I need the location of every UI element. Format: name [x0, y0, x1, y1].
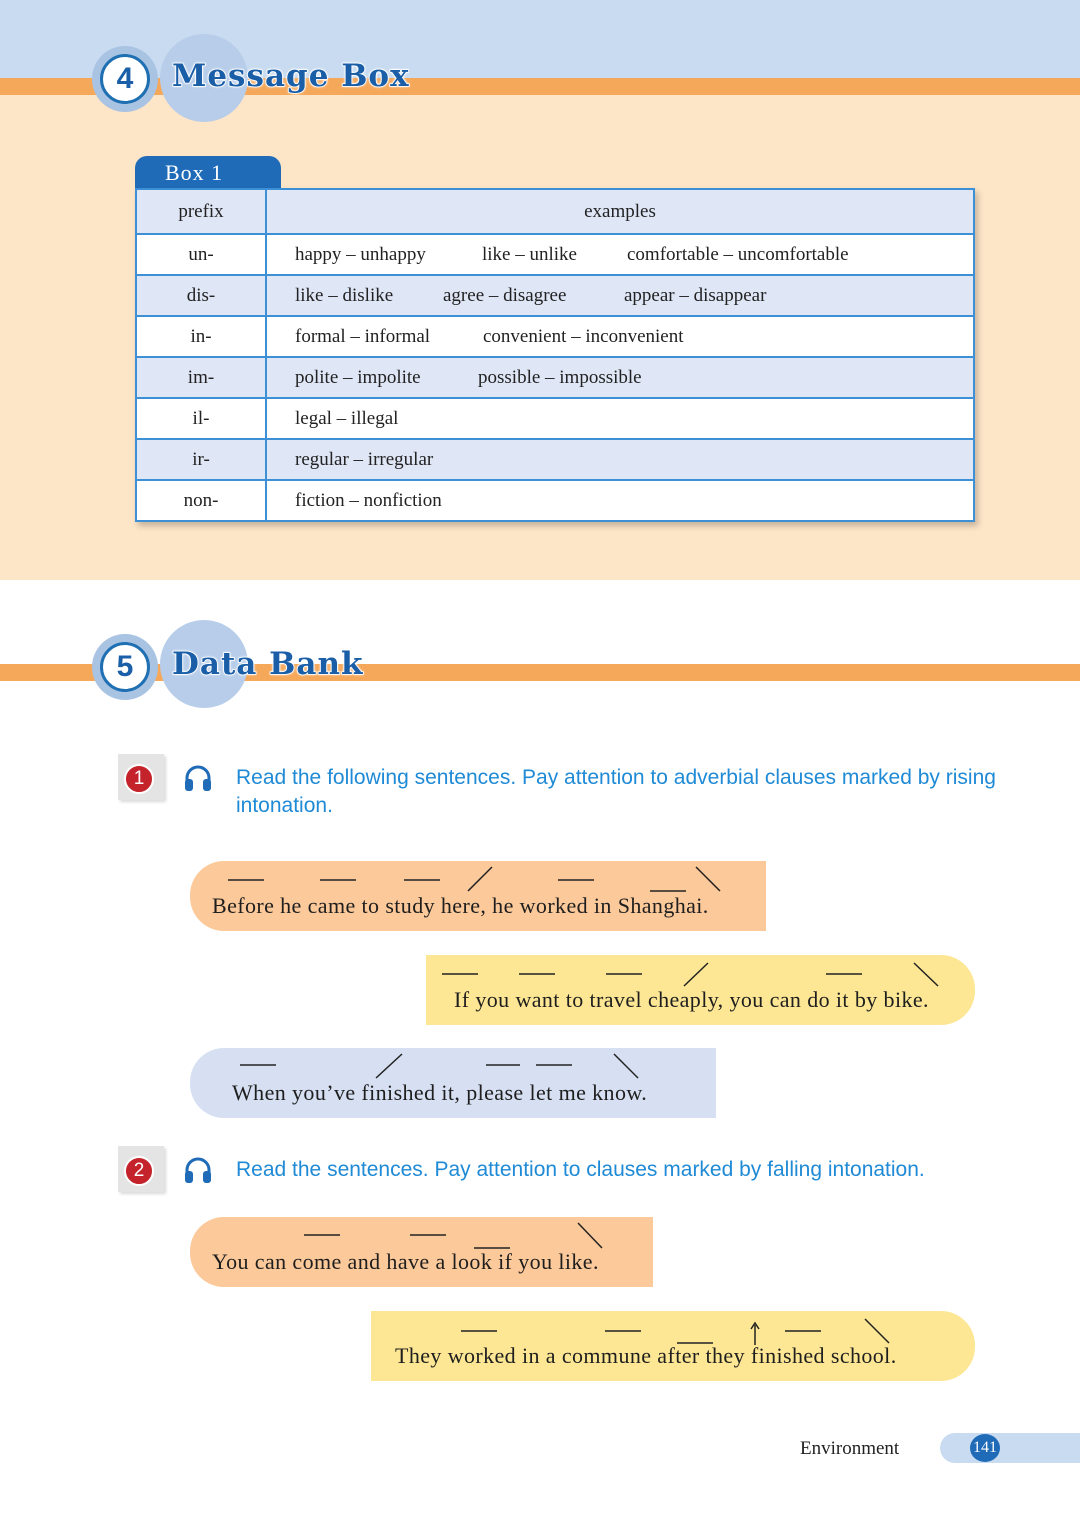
table-row [136, 398, 974, 439]
examples-cell [266, 480, 974, 521]
sentence-bubble-1 [190, 861, 766, 931]
unit-name: Environment [800, 1438, 900, 1459]
examples-cell [266, 275, 974, 316]
examples-cell [266, 357, 974, 398]
activity-1-number: 1 [124, 764, 154, 794]
example-pair: convenient – inconvenient [483, 325, 684, 347]
sentence-text: They worked in a commune after they finished school. [395, 1343, 897, 1368]
activity-2-number: 2 [124, 1156, 154, 1186]
table-row [136, 357, 974, 398]
section-4-number: 4 [100, 54, 150, 104]
example-pair: like – dislike [295, 284, 394, 306]
prefix-cell: in- [136, 316, 266, 357]
sentence-text: If you want to travel cheaply, you can do it by bike. [454, 987, 929, 1012]
example-pair: like – unlike [482, 243, 577, 265]
examples-header: examples [266, 189, 974, 234]
footer-band [940, 1433, 1080, 1463]
table-row [136, 480, 974, 521]
prefix-header: prefix [136, 189, 266, 234]
activity-1-badge [118, 754, 164, 800]
prefix-cell: ir- [136, 439, 266, 480]
examples-cell [266, 316, 974, 357]
section-4-number-badge [92, 46, 158, 112]
prefix-cell: non- [136, 480, 266, 521]
examples-cell [266, 439, 974, 480]
examples-cell [266, 398, 974, 439]
section-5-number-badge [92, 634, 158, 700]
example-pair: formal – informal [295, 325, 431, 347]
example-pair: appear – disappear [624, 284, 767, 306]
table-header-row [136, 189, 974, 234]
sentence-bubble-3 [190, 1048, 716, 1118]
page-number: 141 [970, 1434, 1000, 1462]
headphones-icon[interactable] [183, 1156, 213, 1186]
table-row [136, 316, 974, 357]
section-5-header [0, 620, 1080, 740]
section-5-title: Data Bank [172, 646, 364, 682]
example-pair: possible – impossible [478, 366, 642, 388]
section-5-number: 5 [100, 642, 150, 692]
example-pair: comfortable – uncomfortable [627, 243, 849, 265]
sentence-bubble-5 [371, 1311, 975, 1381]
examples-cell [266, 234, 974, 275]
sentence-bubble-4 [190, 1217, 653, 1287]
section-4-header [0, 34, 1080, 154]
prefix-cell: im- [136, 357, 266, 398]
activity-2-badge [118, 1146, 164, 1192]
sentence-text: When you’ve finished it, please let me know. [232, 1080, 648, 1105]
prefix-table [135, 188, 975, 522]
example-pair: fiction – nonfiction [295, 489, 442, 511]
box-label: Box 1 [135, 156, 281, 190]
activity-2-instruction: Read the sentences. Pay attention to clauses marked by falling intonation. [236, 1158, 925, 1181]
example-pair: polite – impolite [295, 366, 421, 388]
sentence-text: Before he came to study here, he worked in Shanghai. [212, 893, 709, 918]
example-pair: agree – disagree [443, 284, 567, 306]
table-row [136, 234, 974, 275]
table-row [136, 439, 974, 480]
prefix-cell: dis- [136, 275, 266, 316]
sentence-bubble-2 [426, 955, 975, 1025]
sentence-text: You can come and have a look if you like. [212, 1249, 599, 1274]
section-4-title: Message Box [172, 58, 410, 94]
activity-1-instruction: Read the following sentences. Pay attention to adverbial clauses marked by rising intonation. [236, 766, 996, 817]
headphones-icon[interactable] [183, 764, 213, 794]
example-pair: regular – irregular [295, 448, 434, 470]
table-row [136, 275, 974, 316]
prefix-cell: il- [136, 398, 266, 439]
example-pair: legal – illegal [295, 407, 399, 429]
example-pair: happy – unhappy [295, 243, 426, 265]
prefix-cell: un- [136, 234, 266, 275]
